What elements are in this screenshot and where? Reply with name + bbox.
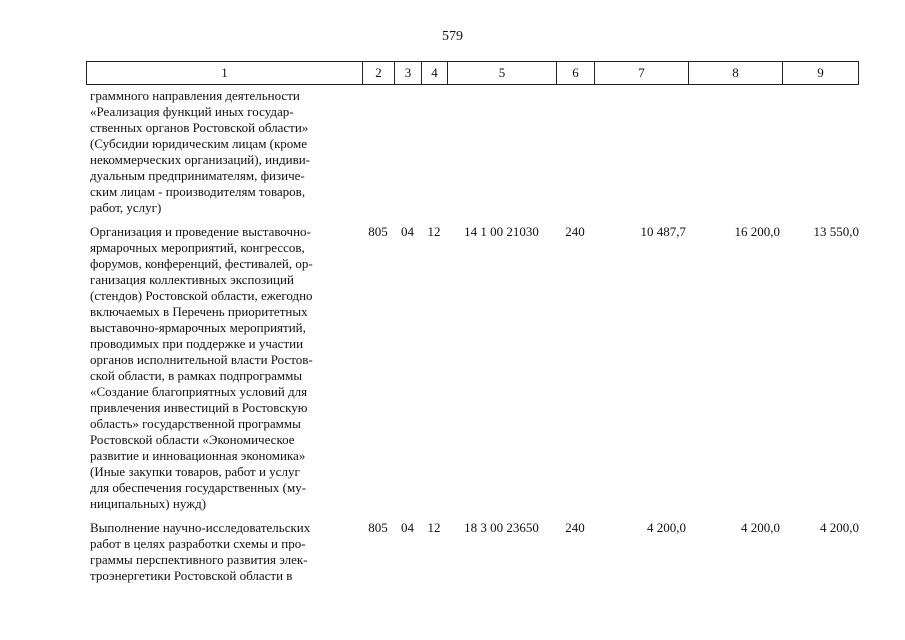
- table-row: [86, 520, 859, 584]
- header-col-2: 2: [363, 62, 395, 84]
- header-col-3: 3: [395, 62, 422, 84]
- row-value-year1: 10 487,7: [640, 224, 686, 239]
- row-description: граммного направления деятельности «Реализация функций иных государ- ственных органов Ростовской области» (Субсидии юридическим лицам (кроме некоммерческих организаций), индиви- дуальным предпринимателям, физиче- ским лицам - производителям товаров, работ, услуг): [90, 88, 310, 215]
- table-row: [86, 224, 859, 512]
- row-csr: [447, 88, 556, 216]
- row-rz: 04: [401, 224, 414, 239]
- row-grbs: [362, 88, 394, 216]
- row-rz: 04: [401, 520, 414, 535]
- row-csr: 14 1 00 21030: [464, 224, 539, 239]
- row-value-year3: 13 550,0: [813, 224, 859, 239]
- table-header: [86, 61, 859, 85]
- row-value-year2: 16 200,0: [734, 224, 780, 239]
- header-col-4: 4: [422, 62, 448, 84]
- row-value-year3: 4 200,0: [820, 520, 859, 535]
- row-vr: [556, 88, 594, 216]
- row-pr: [421, 88, 447, 216]
- header-col-5: 5: [448, 62, 557, 84]
- row-description: Организация и проведение выставочно- ярмарочных мероприятий, конгрессов, форумов, конференций, фестивалей, ор- ганизация коллективных экспозиций (стендов) Ростовской области, ежегодно включаемых в Перечень приоритетных выставочно-ярмарочных мероприятий, проводимых при поддержке и участии органов исполнительной власти Ростов- ской области, в рамках подпрограммы «Создание благоприятных условий для привлечения инвестиций в Ростовскую область» государственной программы Ростовской области «Экономическое развитие и инновационная экономика» (Иные закупки товаров, работ и услуг для обеспечения государственных (му- ниципальных) нужд): [90, 224, 313, 511]
- page-number: 579: [442, 29, 463, 44]
- row-value-year1: [594, 88, 688, 216]
- row-rz: [394, 88, 421, 216]
- header-col-7: 7: [595, 62, 689, 84]
- header-col-6: 6: [557, 62, 595, 84]
- row-csr: 18 3 00 23650: [464, 520, 539, 535]
- row-description: Выполнение научно-исследовательских работ в целях разработки схемы и про- граммы перспективного развития элек- троэнергетики Ростовской области в: [90, 520, 311, 583]
- table-row: [86, 88, 859, 216]
- header-col-8: 8: [689, 62, 783, 84]
- row-value-year3: [782, 88, 859, 216]
- row-grbs: 805: [368, 224, 388, 239]
- row-vr: 240: [565, 520, 585, 535]
- header-col-1: 1: [87, 62, 363, 84]
- row-value-year1: 4 200,0: [647, 520, 686, 535]
- row-pr: 12: [427, 520, 441, 535]
- row-value-year2: [688, 88, 782, 216]
- header-col-9: 9: [817, 65, 824, 80]
- row-vr: 240: [565, 224, 585, 239]
- table-body: [86, 88, 859, 584]
- row-grbs: 805: [368, 520, 388, 535]
- row-pr: 12: [427, 224, 441, 239]
- row-value-year2: 4 200,0: [741, 520, 780, 535]
